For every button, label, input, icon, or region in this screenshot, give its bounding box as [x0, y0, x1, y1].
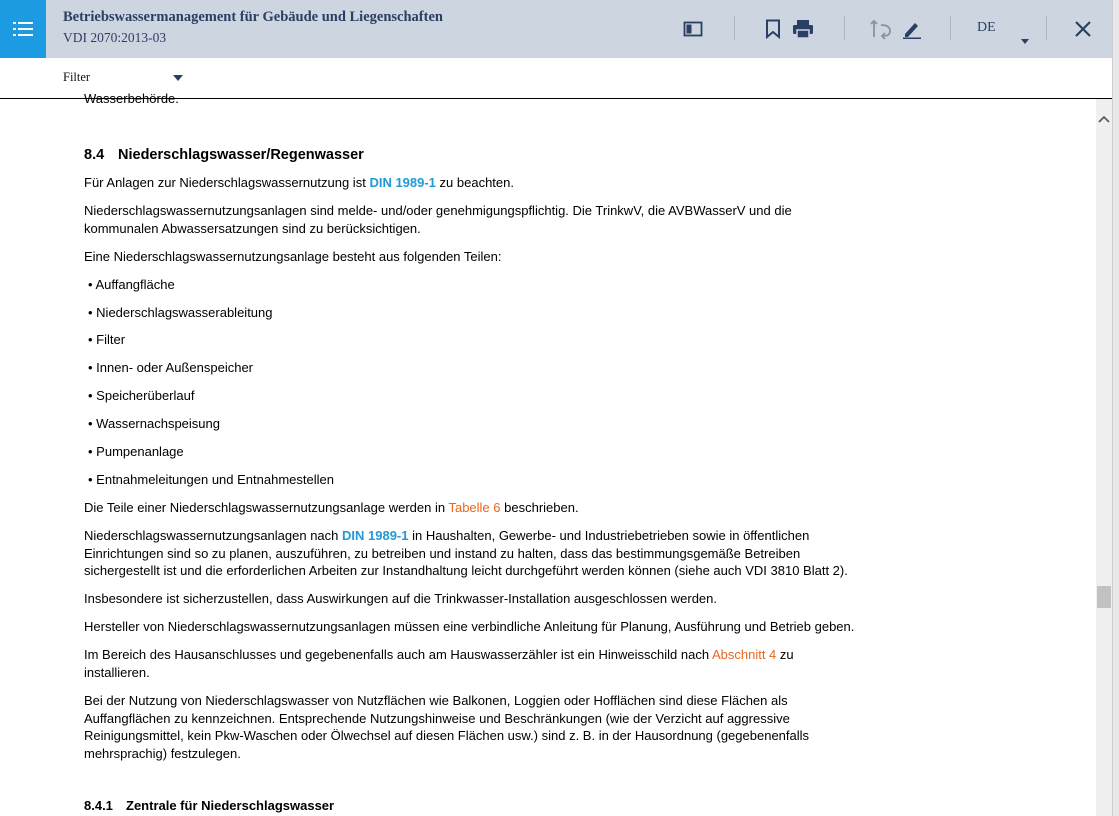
list-item-text: Pumpenanlage — [96, 444, 184, 459]
paragraph-text: zu beachten. — [435, 175, 514, 190]
swap-button[interactable] — [868, 14, 896, 44]
layout-button[interactable] — [680, 14, 706, 44]
paragraph-line: sichergestellt ist und die erforderlichen Arbeiten zur Instandhaltung leicht durchgeführt werden können (siehe auch VDI 3810 Blatt 2). — [84, 563, 848, 578]
language-selector[interactable]: DE — [977, 20, 996, 35]
list-item: • Wassernachspeisung — [88, 416, 220, 431]
paragraph-line: Einrichtungen sind so zu planen, auszuführen, zu betreiben und instand zu halten, dass das bestimmungsgemäße Betreiben — [84, 545, 801, 561]
print-button[interactable] — [789, 14, 817, 44]
subsection-number: 8.4.1 — [84, 798, 113, 813]
paragraph — [84, 527, 884, 580]
document-title-block — [63, 8, 443, 47]
toolbar-divider — [844, 16, 845, 40]
paragraph-line: installieren. — [84, 664, 150, 680]
list-item: • Niederschlagswasserableitung — [88, 305, 273, 320]
abschnitt-4-link[interactable]: Abschnitt 4 — [711, 647, 777, 662]
paragraph-line: Auffangflächen zu kennzeichnen. Entsprechende Nutzungshinweise und Beschränkungen (wie der Verzicht auf aggressive — [84, 710, 790, 726]
vertical-scrollbar[interactable] — [1096, 99, 1112, 816]
din-1989-1-link[interactable]: DIN 1989-1 — [369, 175, 436, 190]
paragraph-text: Im Bereich des Hausanschlusses und gegebenenfalls auch am Hauswasserzähler ist ein Hinweisschild nach — [84, 647, 712, 662]
paragraph: Insbesondere ist sicherzustellen, dass Auswirkungen auf die Trinkwasser-Installation ausgeschlossen werden. — [84, 591, 718, 606]
paragraph — [84, 174, 884, 192]
scroll-up-button[interactable] — [1096, 111, 1112, 127]
list-item: • Speicherüberlauf — [88, 388, 195, 403]
paragraph-text: in Haushalten, Gewerbe- und Industriebetrieben sowie in öffentlichen — [408, 528, 810, 543]
window-edge — [1112, 0, 1119, 816]
list-item-text: Wassernachspeisung — [96, 416, 220, 431]
paragraph-line: mehrsprachig) festzulegen. — [84, 745, 241, 761]
list-item-text: Auffangfläche — [95, 277, 175, 292]
document-subtitle: VDI 2070:2013-03 — [63, 30, 167, 45]
chevron-up-icon — [1098, 115, 1110, 123]
din-1989-1-link[interactable]: DIN 1989-1 — [342, 528, 409, 543]
bookmark-icon — [765, 19, 781, 39]
section-heading — [84, 147, 364, 165]
paragraph-line: Reinigungsmittel, kein Pkw-Waschen oder Ölwechsel auf diesen Flächen usw.) sind z. B. in der Hausordnung (gegebenenfalls — [84, 728, 810, 743]
toolbar-divider — [950, 16, 951, 40]
paragraph — [84, 692, 884, 762]
paragraph — [84, 646, 884, 681]
close-button[interactable] — [1070, 14, 1096, 44]
list-item-text: Innen- oder Außenspeicher — [96, 360, 253, 375]
toolbar-divider — [1046, 16, 1047, 40]
list-item: • Innen- oder Außenspeicher — [88, 360, 253, 375]
menu-button[interactable] — [0, 0, 46, 58]
app-header — [0, 0, 1112, 58]
paragraph-text: Für Anlagen zur Niederschlagswassernutzung ist — [84, 175, 370, 190]
subsection-title: Zentrale für Niederschlagswasser — [126, 798, 335, 813]
paragraph: Niederschlagswassernutzungsanlagen sind melde- und/oder genehmigungspflichtig. Die TrinkwV, die AVBWasserV und die kommunalen Abwassersatzungen sind zu berücksichtigen. — [84, 203, 792, 236]
section-title: Niederschlagswasser/Regenwasser — [118, 147, 364, 163]
list-item: • Filter — [88, 332, 126, 347]
chevron-down-icon[interactable] — [1021, 39, 1029, 44]
paragraph-text: zu — [776, 647, 794, 662]
paragraph — [84, 499, 884, 517]
document-content — [0, 91, 1096, 816]
chevron-down-icon[interactable] — [173, 75, 183, 81]
list-item: • Auffangfläche — [88, 277, 175, 292]
bookmark-button[interactable] — [760, 14, 786, 44]
edit-button[interactable] — [899, 14, 925, 44]
list-item-text: Niederschlagswasserableitung — [96, 305, 273, 320]
filter-dropdown[interactable]: Filter — [63, 70, 91, 84]
paragraph-text: Niederschlagswassernutzungsanlagen nach — [84, 528, 342, 543]
tabelle-6-link[interactable]: Tabelle 6 — [448, 500, 501, 515]
subsection-heading — [84, 797, 334, 815]
document-title: Betriebswassermanagement für Gebäude und Liegenschaften — [63, 9, 443, 25]
list-item-text: Entnahmeleitungen und Entnahmestellen — [96, 472, 334, 487]
paragraph-line: Bei der Nutzung von Niederschlagswasser von Nutzflächen wie Balkonen, Loggien oder Hofflächen sind diese Flächen als — [84, 693, 788, 708]
list-item: • Entnahmeleitungen und Entnahmestellen — [88, 472, 334, 487]
print-icon — [792, 19, 814, 39]
toolbar-divider — [734, 16, 735, 40]
menu-icon — [12, 19, 34, 39]
paragraph-text: beschrieben. — [500, 500, 579, 515]
scrollbar-thumb[interactable] — [1097, 586, 1111, 608]
list-item-text: Speicherüberlauf — [96, 388, 195, 403]
close-icon — [1074, 20, 1092, 38]
list-item-text: Filter — [96, 332, 126, 347]
paragraph-text: Die Teile einer Niederschlagswassernutzungsanlage werden in — [84, 500, 449, 515]
section-number: 8.4 — [84, 147, 105, 163]
edit-icon — [902, 19, 922, 39]
layout-icon — [683, 21, 703, 37]
paragraph: Eine Niederschlagswassernutzungsanlage besteht aus folgenden Teilen: — [84, 249, 502, 264]
swap-icon — [870, 19, 894, 39]
cut-off-text: Wasserbehörde. — [84, 91, 179, 106]
paragraph: Hersteller von Niederschlagswassernutzungsanlagen müssen eine verbindliche Anleitung für Planung, Ausführung und Betrieb geben. — [84, 619, 855, 634]
list-item: • Pumpenanlage — [88, 444, 184, 459]
